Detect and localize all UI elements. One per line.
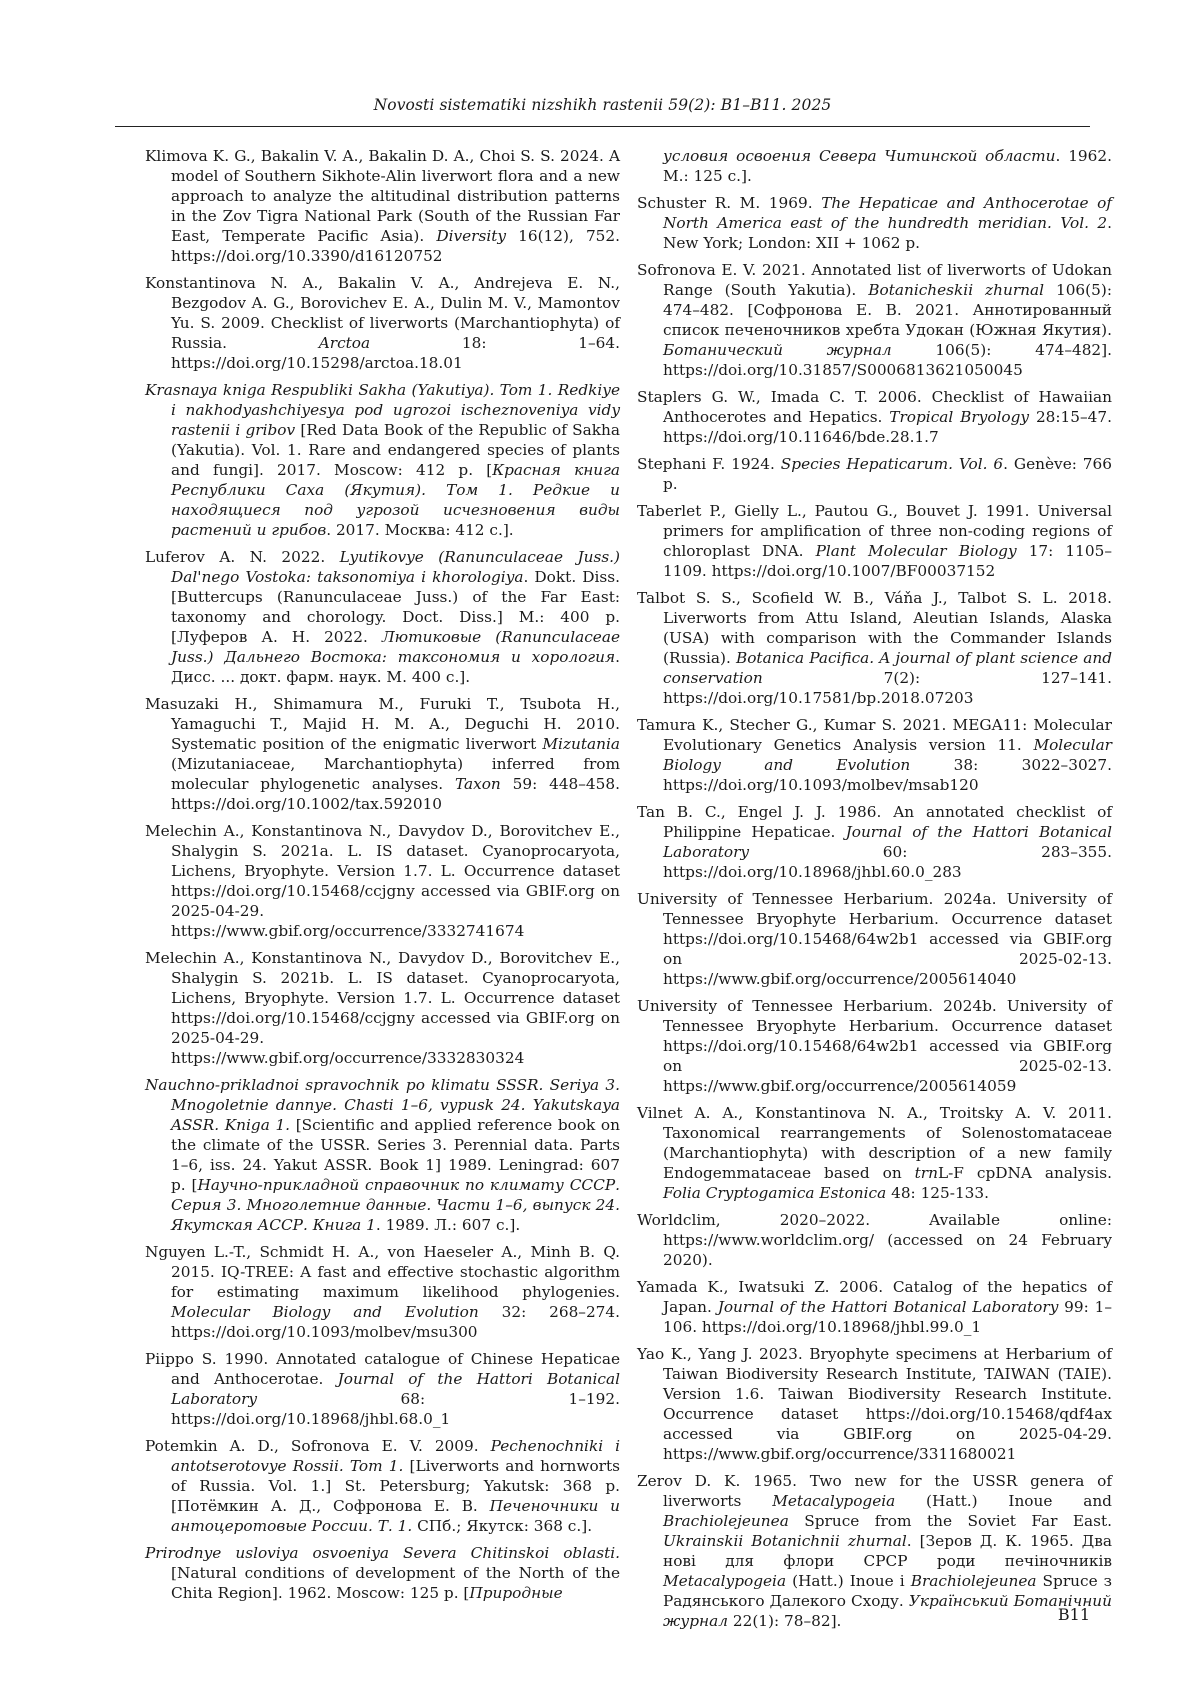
reference-entry [637,889,1112,989]
reference-text: Vilnet A. A., Konstantinova N. A., Troitsky A. V. 2011. Taxonomical rearrangements of Solenostomataceae (Marchantiophyta) with description of a new family Endogemmataceae based on [637,1104,1112,1182]
reference-text: Melechin A., Konstantinova N., Davydov D., Borovitchev E., Shalygin S. 2021b. L. IS dataset. Cyanoprocaryota, Lichens, Bryophyte. Version 1.7. L. Occurrence dataset https://doi.org/10.15468/ccjgny accessed via GBIF.org on 2025-04-29. https://www.gbif.org/occurrence/3332830324 [145,949,620,1067]
reference-text: Tan B. C., Engel J. J. 1986. An annotated checklist of Philippine Hepaticae. [637,803,1112,841]
reference-entry [145,547,620,687]
reference-text: Nguyen L.-T., Schmidt H. A., von Haeseler A., Minh B. Q. 2015. IQ-TREE: A fast and effective stochastic algorithm for estimating maximum likelihood phylogenies. [145,1243,620,1301]
references-left-column [145,146,620,1610]
reference-entry [637,1344,1112,1464]
page-number: B11 [1057,1605,1090,1624]
reference-text: 28:15–47. https://doi.org/10.11646/bde.28.1.7 [663,408,1112,446]
reference-text: . Genève: 766 p. [663,455,1113,493]
reference-text: 106(5): 474–482]. https://doi.org/10.31857/S0006813621050045 [663,341,1112,379]
reference-entry [637,387,1112,447]
reference-italic-text: trn [914,1164,938,1182]
reference-text: Potemkin A. D., Sofronova E. V. 2009. [145,1437,491,1455]
reference-text: Yao K., Yang J. 2023. Bryophyte specimens at Herbarium of Taiwan Biodiversity Research Institute, TAIWAN (TAIE). Version 1.6. Taiwan Biodiversity Research Institute. Occurrence dataset https://doi.org/10.15468/qdf4ax accessed via GBIF.org on 2025-04-29. https://www.gbif.org/occurrence/3311680021 [637,1345,1112,1463]
reference-text: [Liverworts and hornworts of Russia. Vol. 1.] St. Petersburg; Yakutsk: 368 p. [Потёмкин А. Д., Софронова Е. В. [171,1457,620,1515]
reference-text: (Mizutaniaceae, Marchantiophyta) inferred from molecular phylogenetic analyses. [171,755,620,793]
reference-entry [145,1242,620,1342]
reference-entry [145,146,620,266]
reference-text: Taberlet P., Gielly L., Pautou G., Bouvet J. 1991. Universal primers for amplification of three non-coding regions of chloroplast DNA. [637,502,1112,560]
reference-italic-text: Научно-прикладной справочник по климату СССР. Серия 3. Многолетние данные. Части 1–6, выпуск 24. Якутская АССР. Книга 1 [171,1176,620,1234]
reference-text: 38: 3022–3027. https://doi.org/10.1093/molbev/msab120 [663,756,1113,794]
reference-text: . New York; London: XII + 1062 p. [663,214,1112,252]
reference-italic-text: Brachiolejeunea [910,1572,1037,1590]
reference-text: L-F cpDNA analysis. [937,1164,1112,1182]
reference-italic-text: Brachiolejeunea [663,1512,789,1530]
reference-text: . 1962. М.: 125 с.]. [663,147,1112,185]
reference-text: 68: 1–192. https://doi.org/10.18968/jhbl.68.0_1 [171,1390,620,1428]
reference-text: Melechin A., Konstantinova N., Davydov D., Borovitchev E., Shalygin S. 2021a. L. IS dataset. Cyanoprocaryota, Lichens, Bryophyte. Version 1.7. L. Occurrence dataset https://doi.org/10.15468/ccjgny accessed via GBIF.org on 2025-04-29. https://www.gbif.org/occurrence/3332741674 [145,822,620,940]
reference-text: СПб.; Якутск: 368 с.]. [412,1517,593,1535]
reference-text: [Red Data Book of the Republic of Sakha (Yakutia). Vol. 1. Rare and endangered species of plants and fungi]. 2017. Moscow: 412 p. [ [171,421,620,479]
references-right-column [637,146,1112,1638]
reference-italic-text: Tropical Bryology [889,408,1030,426]
reference-entry [145,821,620,941]
reference-text: Zerov D. K. 1965. Two new for the USSR genera of liverworts [637,1472,1112,1510]
reference-italic-text: Arctoa [318,334,371,352]
reference-italic-text: Nauchno-prikladnoi spravochnik po klimatu SSSR. Seriya 3. Mnogoletnie dannye. Chasti 1–6, vypusk 24. Yakutskaya ASSR. Kniga 1. [145,1076,620,1134]
reference-text: (Hatt.) Inoue і [786,1572,911,1590]
reference-italic-text: Species Hepaticarum. Vol. 6 [780,455,1004,473]
reference-entry [637,1103,1112,1203]
reference-italic-text: Красная книга Республики Саха (Якутия). Том 1. Редкие и находящиеся под угрозой исчезновения виды растений и грибов [171,461,620,539]
reference-entry [637,193,1112,253]
reference-italic-text: Mizutania [542,735,620,753]
reference-text: Tamura K., Stecher G., Kumar S. 2021. MEGA11: Molecular Evolutionary Genetics Analysis version 11. [637,716,1112,754]
reference-entry [145,1349,620,1429]
reference-italic-text: Український Ботанічний журнал [663,1592,1112,1630]
reference-italic-text: Molecular Biology and Evolution [171,1303,479,1321]
reference-text: Sofronova E. V. 2021. Annotated list of liverworts of Udokan Range (South Yakutia). [637,261,1112,299]
reference-continuation [637,146,1112,186]
reference-italic-text: Diversity [436,227,507,245]
reference-text: Talbot S. S., Scofield W. B., Váňa J., Talbot S. L. 2018. Liverworts from Attu Island, Aleutian Islands, Alaska (USA) with comparison with the Commander Islands (Russia). [637,589,1112,667]
reference-italic-text: Metacalypogeia [772,1492,896,1510]
reference-italic-text: Journal of the Hattori Botanical Laboratory [663,823,1113,861]
reference-italic-text: Journal of the Hattori Botanical Laboratory [717,1298,1059,1316]
reference-text: 60: 283–355. https://doi.org/10.18968/jhbl.60.0_283 [663,843,1112,881]
reference-text: (Hatt.) Inoue and [895,1492,1112,1510]
reference-italic-text: условия освоения Севера Читинской области [663,147,1056,165]
reference-text: 59: 448–458. https://doi.org/10.1002/tax.592010 [171,775,620,813]
reference-italic-text: The Hepaticae and Anthocerotae of North America east of the hundredth meridian. Vol. 2 [663,194,1112,232]
reference-entry [145,1075,620,1235]
reference-text: Masuzaki H., Shimamura M., Furuki T., Tsubota H., Yamaguchi T., Majid H. M. A., Deguchi H. 2010. Systematic position of the enigmatic liverwort [145,695,620,753]
reference-text: Piippo S. 1990. Annotated catalogue of Chinese Hepaticae and Anthocerotae. [145,1350,620,1388]
reference-entry [145,694,620,814]
reference-text: Staplers G. W., Imada C. T. 2006. Checklist of Hawaiian Anthocerotes and Hepatics. [637,388,1112,426]
reference-text: 106(5): 474–482. [Софронова Е. В. 2021. Аннотированный список печеночников хребта Удокан (Южная Якутия). [663,281,1112,339]
reference-italic-text: Journal of the Hattori Botanical Laboratory [171,1370,621,1408]
reference-text: University of Tennessee Herbarium. 2024a. University of Tennessee Bryophyte Herbarium. Occurrence dataset https://doi.org/10.15468/64w2b1 accessed via GBIF.org on 2025-02-13. https://www.gbif.org/occurrence/2005614040 [637,890,1112,988]
reference-text: 99: 1–106. https://doi.org/10.18968/jhbl.99.0_1 [663,1298,1112,1336]
reference-entry [637,501,1112,581]
reference-entry [145,1436,620,1536]
reference-italic-text: Pechenochniki i antotserotovye Rossii. Tom 1. [171,1437,620,1475]
reference-entry [145,273,620,373]
reference-entry [637,1277,1112,1337]
reference-text: Spruce з Радянського Далекого Сходу. [663,1572,1113,1610]
reference-text: University of Tennessee Herbarium. 2024b. University of Tennessee Bryophyte Herbarium. Occurrence dataset https://doi.org/10.15468/64w2b1 accessed via GBIF.org on 2025-02-13. https://www.gbif.org/occurrence/2005614059 [637,997,1112,1095]
reference-text: 16(12), 752. https://doi.org/10.3390/d16120752 [171,227,621,265]
reference-text: 7(2): 127–141. https://doi.org/10.17581/bp.2018.07203 [663,669,1112,707]
reference-italic-text: Лютиковые (Ranunculaceae Juss.) Дальнего Востока: таксономия и хорология [171,628,620,666]
reference-entry [637,454,1112,494]
running-header: Novosti sistematiki nizshikh rastenii 59(2): B1–B11. 2025 [373,96,832,114]
reference-text: 18: 1–64. https://doi.org/10.15298/arctoa.18.01 [171,334,620,372]
reference-entry [145,948,620,1068]
reference-entry [145,1543,620,1603]
reference-entry [637,996,1112,1096]
reference-entry [637,260,1112,380]
reference-text: Worldclim, 2020–2022. Available online: https://www.worldclim.org/ (accessed on 24 February 2020). [637,1211,1112,1269]
reference-italic-text: Botanica Pacifica. A journal of plant science and conservation [663,649,1112,687]
reference-text: [Scientific and applied reference book on the climate of the USSR. Series 3. Perennial data. Parts 1–6, iss. 24. Yakut ASSR. Book 1] 1989. Leningrad: 607 p. [ [171,1116,620,1194]
reference-entry [145,380,620,540]
reference-italic-text: Krasnaya kniga Respubliki Sakha (Yakutiya). Tom 1. Redkiye i nakhodyashchiyesya pod ugrozoi ischeznoveniya vidy rastenii i gribov [145,381,620,439]
reference-italic-text: Botanicheskii zhurnal [868,281,1044,299]
reference-text: Klimova K. G., Bakalin V. A., Bakalin D. A., Choi S. S. 2024. A model of Southern Sikhote-Alin liverwort flora and a new approach to analyze the altitudinal distribution patterns in the Zov Tigra National Park (South of the Russian Far East, Temperate Pacific Asia). [145,147,620,245]
reference-italic-text: Plant Molecular Biology [815,542,1017,560]
reference-text: Konstantinova N. A., Bakalin V. A., Andrejeva E. N., Bezgodov A. G., Borovichev E. A., Dulin M. V., Mamontov Yu. S. 2009. Checklist of liverworts (Marchantiophyta) of Russia. [145,274,620,352]
reference-text: . Дисс. ... докт. фарм. наук. М. 400 с.]. [171,648,620,686]
reference-italic-text: Печеночники и антоцеротовые России. Т. 1. [171,1497,620,1535]
reference-text: Yamada K., Iwatsuki Z. 2006. Catalog of the hepatics of Japan. [637,1278,1112,1316]
reference-italic-text: Lyutikovye (Ranunculaceae Juss.) Dal'nego Vostoka: taksonomiya i khorologiya [171,548,620,586]
reference-text: [Natural conditions of development of the North of the Chita Region]. 1962. Moscow: 125 p. [ [171,1564,620,1602]
reference-text: . 1989. Л.: 607 с.]. [375,1216,521,1234]
reference-entry [637,1471,1112,1631]
reference-text: 32: 268–274. https://doi.org/10.1093/molbev/msu300 [171,1303,621,1341]
reference-italic-text: Prirodnye usloviya osvoeniya Severa Chitinskoi oblasti. [145,1544,620,1562]
reference-text: Spruce from the Soviet Far East. [788,1512,1112,1530]
reference-entry [637,1210,1112,1270]
reference-text: . Dokt. Diss. [Buttercups (Ranunculaceae Juss.) of the Far East: taxonomy and chorology. Doct. Diss.] M.: 400 p. [Луферов А. Н. 2022. [171,568,620,646]
reference-text: Stephani F. 1924. [637,455,781,473]
reference-italic-text: Ukrainskii Botanichnii zhurnal [663,1532,907,1550]
reference-entry [637,802,1112,882]
reference-italic-text: Molecular Biology and Evolution [663,736,1112,774]
reference-text: Luferov A. N. 2022. [145,548,340,566]
header-rule [115,126,1090,127]
reference-text: . 2017. Москва: 412 с.]. [326,521,514,539]
reference-text: 48: 125-133. [886,1184,990,1202]
reference-text: 22(1): 78–82]. [728,1612,842,1630]
reference-entry [637,588,1112,708]
reference-text: 17: 1105–1109. https://doi.org/10.1007/BF00037152 [663,542,1113,580]
reference-italic-text: Taxon [454,775,501,793]
reference-italic-text: Ботанический журнал [663,341,892,359]
reference-text: Schuster R. M. 1969. [637,194,822,212]
reference-italic-text: Metacalypogeia [663,1572,787,1590]
reference-italic-text: Природные [469,1584,563,1602]
reference-entry [637,715,1112,795]
reference-text: . [Зеров Д. К. 1965. Два нові для флори СРСР роди печіночників [663,1532,1112,1570]
reference-italic-text: Folia Cryptogamica Estonica [663,1184,887,1202]
